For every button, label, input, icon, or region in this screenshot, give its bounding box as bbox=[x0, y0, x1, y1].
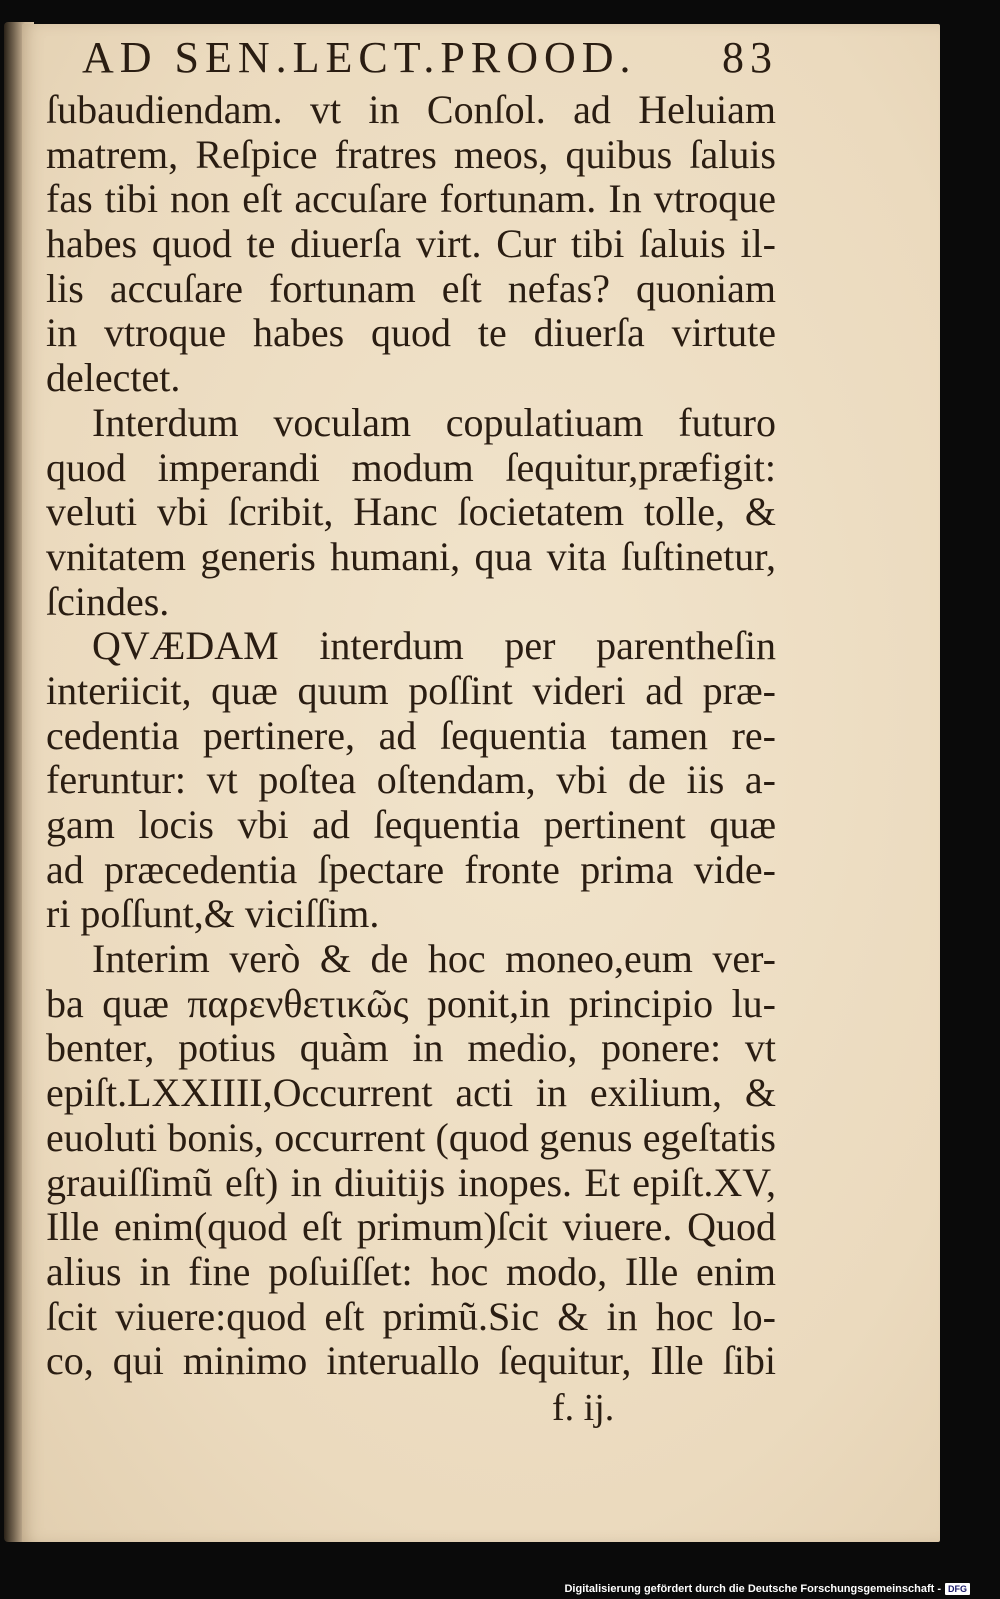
text-line: veluti vbi ſcribit, Hanc ſocietatem tolle, & bbox=[46, 489, 776, 535]
running-head-title: AD SEN.LECT.PROOD. bbox=[82, 33, 637, 82]
text-line: lis accuſare fortunam eſt nefas? quoniam bbox=[46, 265, 776, 311]
text-line: QVÆDAM interdum per parentheſin bbox=[92, 623, 776, 669]
text-line: Interim verò & de hoc moneo,eum ver- bbox=[92, 936, 776, 982]
credit-text: Digitalisierung gefördert durch die Deutsche Forschungsgemeinschaft - bbox=[564, 1583, 941, 1595]
running-head bbox=[82, 30, 782, 86]
body-text bbox=[46, 88, 776, 1384]
text-line: quod imperandi modum ſequitur,præfigit: bbox=[46, 444, 776, 490]
digitization-credit bbox=[564, 1583, 970, 1595]
text-line: matrem, Reſpice fratres meos, quibus ſaluis bbox=[46, 131, 776, 177]
text-line: in vtroque habes quod te diuerſa virtute bbox=[46, 310, 776, 356]
text-line: fas tibi non eſt accuſare fortunam. In vtroque bbox=[46, 176, 776, 222]
text-line: benter, potius quàm in medio, ponere: vt bbox=[46, 1025, 776, 1071]
text-line: delectet. bbox=[46, 355, 181, 401]
text-line: cedentia pertinere, ad ſequentia tamen re- bbox=[46, 712, 776, 758]
book-page bbox=[22, 24, 940, 1542]
text-line: Interdum voculam copulatiuam futuro bbox=[92, 399, 776, 445]
text-line: habes quod te diuerſa virt. Cur tibi ſaluis il- bbox=[46, 221, 776, 267]
text-line: gam locis vbi ad ſequentia pertinent quæ bbox=[46, 802, 776, 847]
text-line: vnitatem generis humani, qua vita ſuſtinetur, bbox=[46, 533, 776, 579]
text-line: ſcit viuere:quod eſt primũ.Sic & in hoc lo- bbox=[46, 1293, 776, 1339]
signature-mark: f. ij. bbox=[552, 1387, 615, 1429]
text-line: epiſt.LXXIIII,Occurrent acti in exilium, & bbox=[46, 1070, 776, 1116]
text-line: ſcindes. bbox=[46, 578, 170, 624]
text-line: Ille enim(quod eſt primum)ſcit viuere. Quod bbox=[46, 1204, 776, 1250]
page-number: 83 bbox=[722, 33, 778, 82]
text-line: ſubaudiendam. vt in Conſol. ad Heluiam bbox=[46, 87, 776, 132]
text-line: interiicit, quæ quum poſſint videri ad præ- bbox=[46, 667, 776, 713]
text-line: grauiſſimũ eſt) in diuitijs inopes. Et epiſt.XV, bbox=[46, 1159, 776, 1205]
text-line: euoluti bonis, occurrent (quod genus egeſtatis bbox=[46, 1114, 776, 1160]
text-line: ri poſſunt,& viciſſim. bbox=[46, 891, 380, 937]
text-line: co, qui minimo interuallo ſequitur, Ille ſibi bbox=[46, 1338, 776, 1384]
dfg-logo: DFG bbox=[945, 1583, 970, 1595]
text-line: ad præcedentia ſpectare fronte prima vide- bbox=[46, 846, 776, 892]
text-line: ba quæ παρενθετικῶς ponit,in principio lu- bbox=[46, 980, 776, 1026]
text-line: alius in fine poſuiſſet: hoc modo, Ille enim bbox=[46, 1248, 776, 1294]
text-line: feruntur: vt poſtea oſtendam, vbi de iis a- bbox=[46, 757, 776, 803]
